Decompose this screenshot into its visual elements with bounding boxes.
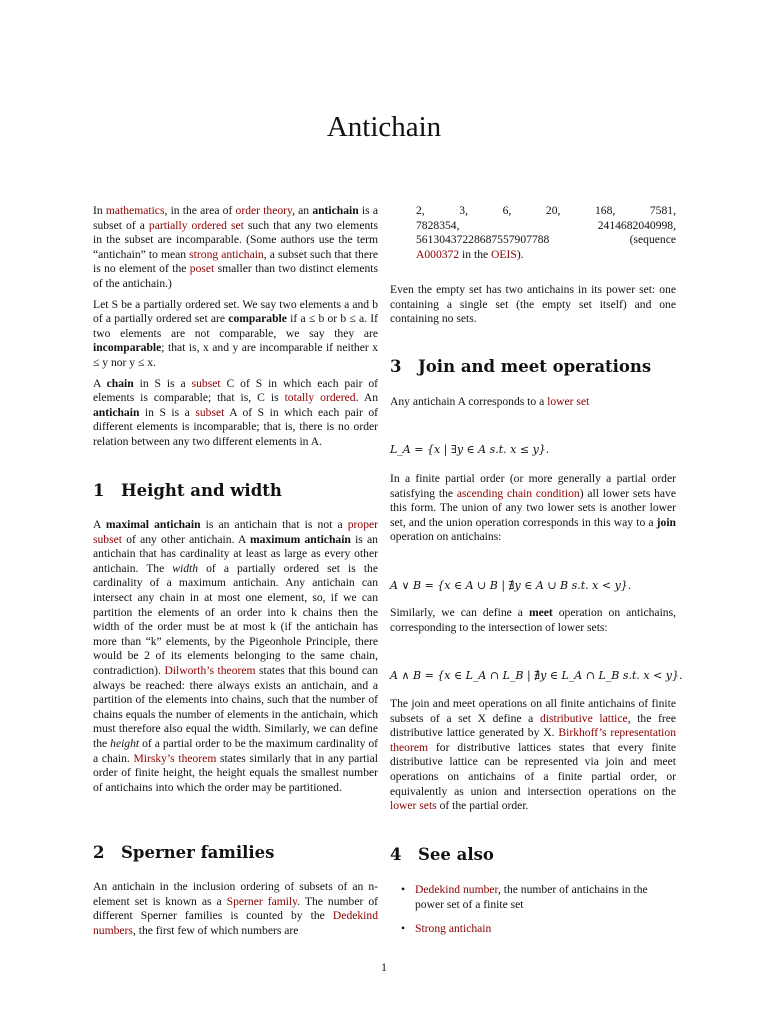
- bullet-icon: •: [401, 922, 406, 936]
- section-heading-see-also: 4 See also: [390, 845, 494, 864]
- link-strong-antichain[interactable]: strong antichain: [189, 247, 264, 261]
- intro-paragraph-3: A chain in S is a subset C of S in which each pair of elements is comparable; that is, C is totally ordered. An antichain in S is a subset A of S in which each pair of different elements is incomparable; that is, there is no order relation between any two different elements in A.: [93, 376, 379, 448]
- link-sperner-family[interactable]: Sperner family: [226, 894, 298, 908]
- section-heading-height-width: 1 Height and width: [93, 481, 282, 500]
- bullet-icon: •: [401, 883, 406, 896]
- page-number: 1: [381, 960, 387, 974]
- page-title: Antichain: [326, 111, 442, 143]
- section-sperner-body: [93, 880, 378, 944]
- link-subset[interactable]: subset: [191, 376, 221, 390]
- link-dilworths-theorem[interactable]: Dilworth’s theorem: [164, 663, 256, 677]
- link-proper-subset[interactable]: proper subset: [93, 518, 378, 546]
- sequence-line-2: 7828354, 2414682040998,: [416, 218, 676, 232]
- sequence-line-3: 56130437228687557907788 (sequence: [416, 233, 676, 247]
- intro-paragraph-2: Let S be a partially ordered set. We say two elements a and b of a partially ordered set are comparable if a ≤ b or b ≤ a. If two elements are not comparable, we say they are incomparable; that is, x and y are incomparable if neither x ≤ y nor y ≤ x.: [93, 297, 379, 369]
- intro-block: [93, 204, 378, 456]
- link-partially-ordered-set[interactable]: partially ordered set: [148, 218, 244, 232]
- dedekind-sequence: [390, 204, 676, 262]
- sequence-line-1: 2, 3, 6, 20, 168, 7581,: [416, 204, 676, 217]
- section-height-width-body: [93, 518, 378, 801]
- see-also-list: [390, 883, 676, 937]
- link-a000372[interactable]: A000372: [416, 247, 460, 261]
- link-lower-sets[interactable]: lower sets: [390, 799, 437, 813]
- link-distributive-lattice[interactable]: distributive lattice: [539, 711, 628, 725]
- section-heading-join-meet: 3 Join and meet operations: [390, 357, 652, 376]
- height-width-paragraph: A maximal antichain is an antichain that is not a proper subset of any other antichain. A maximum antichain is an antichain that has cardinality at least as large as every other antichain. The width of a partially ordered set is the cardinality of a maximum antichain. Any antichain can intersect any chain in at most one element, so, if we can partition the elements of an order into k chains then the width of the order must be at most k (if the antichain has more than “k” elements, by the Pigeonhole Principle, there would be 2 of its elements belonging to the same chain, contradiction). Dilworth’s theorem states that this bound can always be reached: there always exists an antichain, and a partition of the elements into chains, such that the number of chains equals the number of elements in the antichain, which must therefore also equal the width. Similarly, we can define the height of a partial order to be the maximum cardinality of a chain. Mirsky’s theorem states similarly that in any partial order of finite height, the height equals the smallest number of antichains into which the order may be partitioned.: [93, 518, 379, 794]
- formula-lower-set: L_A = {x | ∃y ∈ A s.t. x ≤ y}.: [390, 443, 550, 456]
- link-mirskys-theorem[interactable]: Mirsky’s theorem: [133, 751, 217, 765]
- join-meet-lead: [390, 395, 676, 416]
- list-item: [390, 922, 676, 937]
- link-oeis[interactable]: OEIS: [491, 247, 517, 261]
- formula-meet: A ∧ B = {x ∈ L_A ∩ L_B | ∄y ∈ L_A ∩ L_B s.t. x < y}.: [390, 669, 683, 682]
- join-paragraph: In a finite partial order (or more generally a partial order satisfying the ascending chain condition) all lower sets have this form. The union of any two lower sets is another lower set, and the union operation corresponds in this way to a join operation on antichains:: [390, 472, 677, 544]
- link-order-theory[interactable]: order theory: [235, 204, 293, 217]
- empty-set-paragraph: Even the empty set has two antichains in its power set: one containing a single set (the empty set itself) and one containing no sets.: [390, 283, 676, 326]
- join-meet-lead-paragraph: Any antichain A corresponds to a lower set: [390, 395, 590, 408]
- link-totally-ordered[interactable]: totally ordered: [284, 391, 356, 405]
- sequence-line-4: A000372 in the OEIS).: [416, 247, 524, 261]
- link-mathematics[interactable]: mathematics: [105, 204, 165, 217]
- intro-paragraph-1: In mathematics, in the area of order theory, an antichain is a subset of a partially ordered set such that any two elements in the subset are incomparable. (Some authors use the term “antichain” to mean strong antichain, a subset such that there is no element of the poset smaller than two distinct elements of the antichain.): [93, 204, 379, 290]
- link-ascending-chain-condition[interactable]: ascending chain condition: [456, 486, 580, 500]
- meet-paragraph-block: [390, 606, 676, 641]
- section-heading-sperner-families: 2 Sperner families: [93, 843, 275, 862]
- link-birkhoffs-representation-theorem[interactable]: Birkhoff’s representation theorem: [390, 726, 676, 754]
- empty-set-block: [390, 283, 676, 333]
- lattice-paragraph: The join and meet operations on all finite antichains of finite subsets of a set X define a distributive lattice, the free distributive lattice generated by X. Birkhoff’s representation theorem for distributive lattices states that every finite distributive lattice can be represented via join and meet operations on antichains of a finite partial order, or equivalently as union and intersection operations on the lower sets of the partial order.: [390, 697, 676, 813]
- link-strong-antichain-see-also[interactable]: Strong antichain: [415, 922, 492, 936]
- lattice-paragraph-block: [390, 697, 676, 820]
- join-paragraph-block: [390, 472, 676, 551]
- link-dedekind-numbers[interactable]: Dedekind numbers: [93, 909, 378, 937]
- meet-paragraph: Similarly, we can define a meet operation on antichains, corresponding to the intersection of lower sets:: [390, 606, 676, 634]
- sperner-paragraph: An antichain in the inclusion ordering of subsets of an n-element set is known as a Sperner family. The number of different Sperner families is counted by the Dedekind numbers, the first few of which numbers are: [93, 880, 378, 937]
- list-item: • Dedekind number, the number of antichains in the power set of a finite set: [401, 883, 648, 911]
- link-poset[interactable]: poset: [189, 262, 215, 276]
- link-dedekind-number[interactable]: Dedekind number: [415, 883, 498, 896]
- see-also-list-container: [390, 883, 676, 947]
- link-subset-2[interactable]: subset: [195, 405, 225, 419]
- link-lower-set[interactable]: lower set: [547, 395, 590, 408]
- formula-join: A ∨ B = {x ∈ A ∪ B | ∄y ∈ A ∪ B s.t. x < y}.: [390, 579, 632, 592]
